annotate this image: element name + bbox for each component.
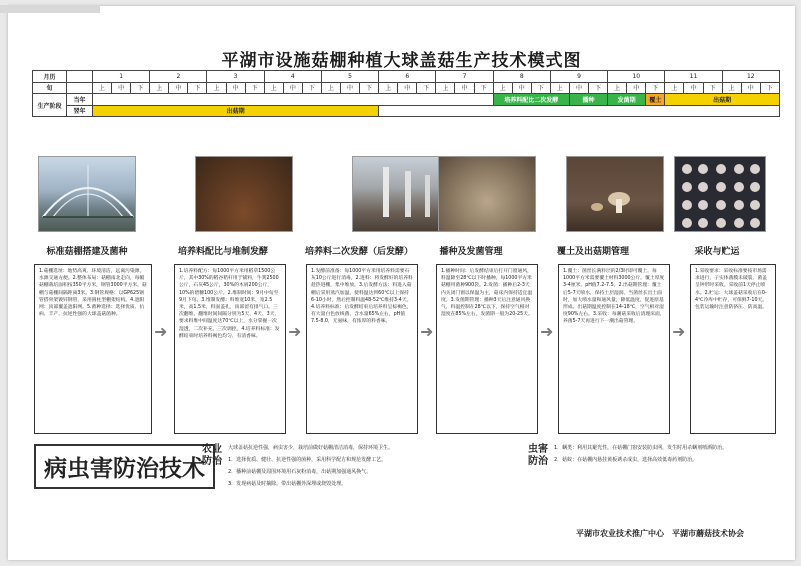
harvest-photo — [674, 156, 766, 232]
arrow-icon: ➜ — [154, 322, 168, 341]
agri-item: 2．播种前菇棚及周围环境用石灰粉消毒，出菇期加强通风换气。 — [228, 469, 372, 475]
stage-box-sowing: 1.播种时间：后发酵结束后打开门窗通风，料温降至28℃以下时播种。每1000平方米菇棚用菌种900袋。2.发菌：播种后2-3天内关闭门窗以保温为主，菇床内保持适宜温度。3.发菌期管理：播种3天后注意通风换气，料温控制在28℃以下，保持空气相对湿度在85%左右，发菌期一般为20-25天。 — [436, 264, 538, 434]
xun-cell: 下 — [360, 82, 379, 94]
fruiting-photo — [566, 156, 664, 232]
insect-item: 1．螨类：利用其避光性，在菇棚门窗安装防虫网，发生时用杀螨剂喷洒防治。 — [554, 445, 728, 451]
month-row — [33, 71, 780, 83]
xun-cell: 中 — [341, 82, 360, 94]
xun-cell: 下 — [417, 82, 436, 94]
stage-label: 生产阶段 — [33, 94, 67, 117]
xun-cell: 中 — [627, 82, 646, 94]
agri-item: 大球盖菇抗逆性强，病虫害少，栽培前做好菇棚清洁消毒，保持环境卫生。 — [228, 445, 394, 451]
agri-control-list — [228, 442, 528, 490]
xun-cell: 上 — [550, 82, 569, 94]
xun-cell: 上 — [321, 82, 340, 94]
mushroom-icon — [567, 157, 664, 232]
month-8: 8 — [493, 71, 550, 83]
pipes-icon — [353, 157, 450, 232]
stage-title-casing: 覆土及出菇期管理 — [556, 247, 629, 257]
pest-control-section — [32, 438, 780, 524]
xun-cell: 下 — [188, 82, 207, 94]
xun-cell: 中 — [398, 82, 417, 94]
xun-cell: 下 — [703, 82, 722, 94]
poster — [8, 6, 795, 560]
next-blank — [379, 105, 780, 117]
month-10: 10 — [608, 71, 665, 83]
xun-cell: 下 — [131, 82, 150, 94]
arrow-icon: ➜ — [672, 322, 686, 341]
insect-control-list — [554, 442, 776, 466]
pest-title: 病虫害防治技术 — [34, 444, 215, 489]
bar-fruiting-next: 出菇期 — [93, 105, 379, 117]
stage-box-casing: 1.覆土：菌丝长满料层的2/3时即可覆土。每1000平方米需要覆土材料3000公斤。覆土厚度3-4厘米，pH值7.2-7.5。2.出菇期管理：覆土后5-7天喷水，保持土层湿润。当菌丝长出土面时，加大喷水量和通风量，降低温度，促进原基形成。出菇期温度控制在14-18℃，空气相对湿度90%左右。3.采收：每潮菇采收后清理床面，养菌5-7天再进行下一潮出菇管理。 — [558, 264, 670, 434]
month-4: 4 — [264, 71, 321, 83]
month-11: 11 — [665, 71, 722, 83]
bar-sowing: 播种 — [569, 94, 607, 106]
xun-cell: 下 — [245, 82, 264, 94]
next-year-row — [33, 105, 780, 117]
stage-title-second-fermentation: 培养料二次发酵（后发酵） — [304, 247, 413, 257]
stage-box-greenhouse: 1.菇棚选址：地势高爽、环境清洁，远离污染源，水源交通方便。2.整体布局：菇棚南北走向，每幅菇棚栽培面积按350平方米，钢管3000平方米，菇棚与菇棚间隔距离3米。3.钢管规格：以GP625钢管搭骨架镀锌钢管，采用圆柱型棚架结构。4.遮阳网：顶部覆盖遮阳网。5.菌种选择：选择优质、抗病、丰产、抗逆性强的大球盖菇菌种。 — [34, 264, 152, 434]
stage-title-greenhouse: 标准菇棚搭建及菌种 — [46, 247, 128, 257]
xun-cell: 上 — [493, 82, 512, 94]
xun-cell: 下 — [589, 82, 608, 94]
xun-cell: 上 — [150, 82, 169, 94]
month-2: 2 — [150, 71, 207, 83]
xun-cell: 上 — [722, 82, 741, 94]
month-6: 6 — [379, 71, 436, 83]
xun-cell: 下 — [531, 82, 550, 94]
month-12: 12 — [722, 71, 779, 83]
stage-box-second-fermentation: 1.发酵前准备：每1000平方米用培养料需要石灰10公斤进行消毒。2.进料：将发酵好的培养料趁热进棚，集中堆放。3.后发酵方法：料进入菇棚后采用蒸汽加温，使料温达到60℃以上保持6-10小时，然后控制料温48-52℃维持3-4天。4.培养料标准：后发酵结束后培养料呈棕褐色，有大量白色放线菌，含水量65%左右，pH值7.5-8.0，无氨味，有浓厚的料香味。 — [306, 264, 418, 434]
bar-spawn-run: 发菌期 — [608, 94, 646, 106]
month-9: 9 — [550, 71, 607, 83]
xun-cell: 上 — [379, 82, 398, 94]
greenhouse-photo — [38, 156, 136, 232]
stage-photos — [38, 156, 766, 236]
xun-cell: 中 — [741, 82, 760, 94]
agri-item: 3．发现病菇及时摘除，带出菇棚外深埋或烧毁处理。 — [228, 481, 347, 487]
xun-cell: 上 — [665, 82, 684, 94]
bar-casing: 覆土 — [646, 94, 665, 106]
sowing-photo — [438, 156, 536, 232]
stage-box-harvest: 1.采收要求：采收标准要按市场需求进行，子实体菌膜未破裂、菌盖呈钟形时采收。采收前1天停止喷水。2.贮运：大球盖菇采收后在0-4℃冷库中贮存，可保鲜7-10天。包装运输时注意防挤压、防高温。 — [690, 264, 776, 434]
xun-spacer — [67, 82, 93, 94]
stage-box-compost: 1.培养料配方：每1000平方米用稻草1500公斤，其中30%的稻谷秸秆用于铺料，牛粪2500公斤，石灰45公斤，30%的木屑200公斤，10%的碧糠100公斤。2.堆制时间：9月中旬至9月下旬。3.堆制发酵：料堆宽10米，宽2.5米，高1.5米，料面盖孔，顶部留有排气口。三次翻堆，翻堆时间间隔分别为5天、4天、3天，要求料堆中间温度达70℃以上，水分掌握一次湿透，二次补充，三次调控。4.培养料标准：发酵结束时培养料褐色均匀、有清香味。 — [174, 264, 286, 434]
greenhouse-icon — [39, 157, 136, 232]
xun-cell: 中 — [112, 82, 131, 94]
xun-cell: 下 — [474, 82, 493, 94]
arrow-icon: ➜ — [420, 322, 434, 341]
harvest-boxes-icon — [675, 157, 766, 232]
arrow-icon: ➜ — [540, 322, 554, 341]
xun-cell: 上 — [264, 82, 283, 94]
xun-row — [33, 82, 780, 94]
stage-title-harvest: 采收与贮运 — [694, 247, 740, 257]
bar-fermentation: 培养料配比二次发酵 — [493, 94, 569, 106]
pipe-fermentation-photo — [352, 156, 450, 232]
agri-item: 1．选择优质、健壮、抗逆性强的菌种，采用科学配方和规范发酵工艺。 — [228, 457, 387, 463]
xun-cell: 中 — [455, 82, 474, 94]
compost-photo — [195, 156, 293, 232]
bar-fruiting-current: 出菇期 — [665, 94, 780, 106]
xun-cell: 下 — [302, 82, 321, 94]
xun-cell: 中 — [169, 82, 188, 94]
xun-cell: 上 — [93, 82, 112, 94]
arrow-icon: ➜ — [288, 322, 302, 341]
corner-decoration — [0, 5, 100, 13]
xun-cell: 上 — [436, 82, 455, 94]
xun-cell: 下 — [760, 82, 779, 94]
xun-cell: 下 — [646, 82, 665, 94]
xun-cell: 上 — [207, 82, 226, 94]
page-title: 平湖市设施菇棚种植大球盖菇生产技术模式图 — [221, 51, 582, 71]
agri-control-label: 农业防治 — [202, 444, 222, 467]
footer-organizations: 平湖市农业技术推广中心 平湖市蘑菇技术协会 — [576, 529, 744, 538]
xun-cell: 中 — [283, 82, 302, 94]
stage-title-compost: 培养料配比与堆制发酵 — [177, 247, 268, 257]
year-next-label: 翌年 — [67, 105, 93, 117]
month-7: 7 — [436, 71, 493, 83]
month-label: 月历 — [33, 71, 67, 83]
stage-title-sowing: 播种及发菌管理 — [439, 247, 503, 257]
xun-cell: 上 — [608, 82, 627, 94]
month-spacer — [67, 71, 93, 83]
xun-cell: 中 — [569, 82, 588, 94]
current-blank — [93, 94, 494, 106]
xun-cell: 中 — [512, 82, 531, 94]
year-current-label: 当年 — [67, 94, 93, 106]
current-year-row — [33, 94, 780, 106]
month-3: 3 — [207, 71, 264, 83]
month-1: 1 — [93, 71, 150, 83]
month-5: 5 — [321, 71, 378, 83]
xun-cell: 中 — [684, 82, 703, 94]
xun-cell: 中 — [226, 82, 245, 94]
production-calendar — [32, 70, 780, 117]
xun-label: 旬 — [33, 82, 67, 94]
insect-control-label: 虫害防治 — [528, 444, 548, 467]
insect-item: 2．菇蚊：在菇棚内悬挂黄板诱杀成虫，选择高效低毒药剂防治。 — [554, 457, 698, 463]
